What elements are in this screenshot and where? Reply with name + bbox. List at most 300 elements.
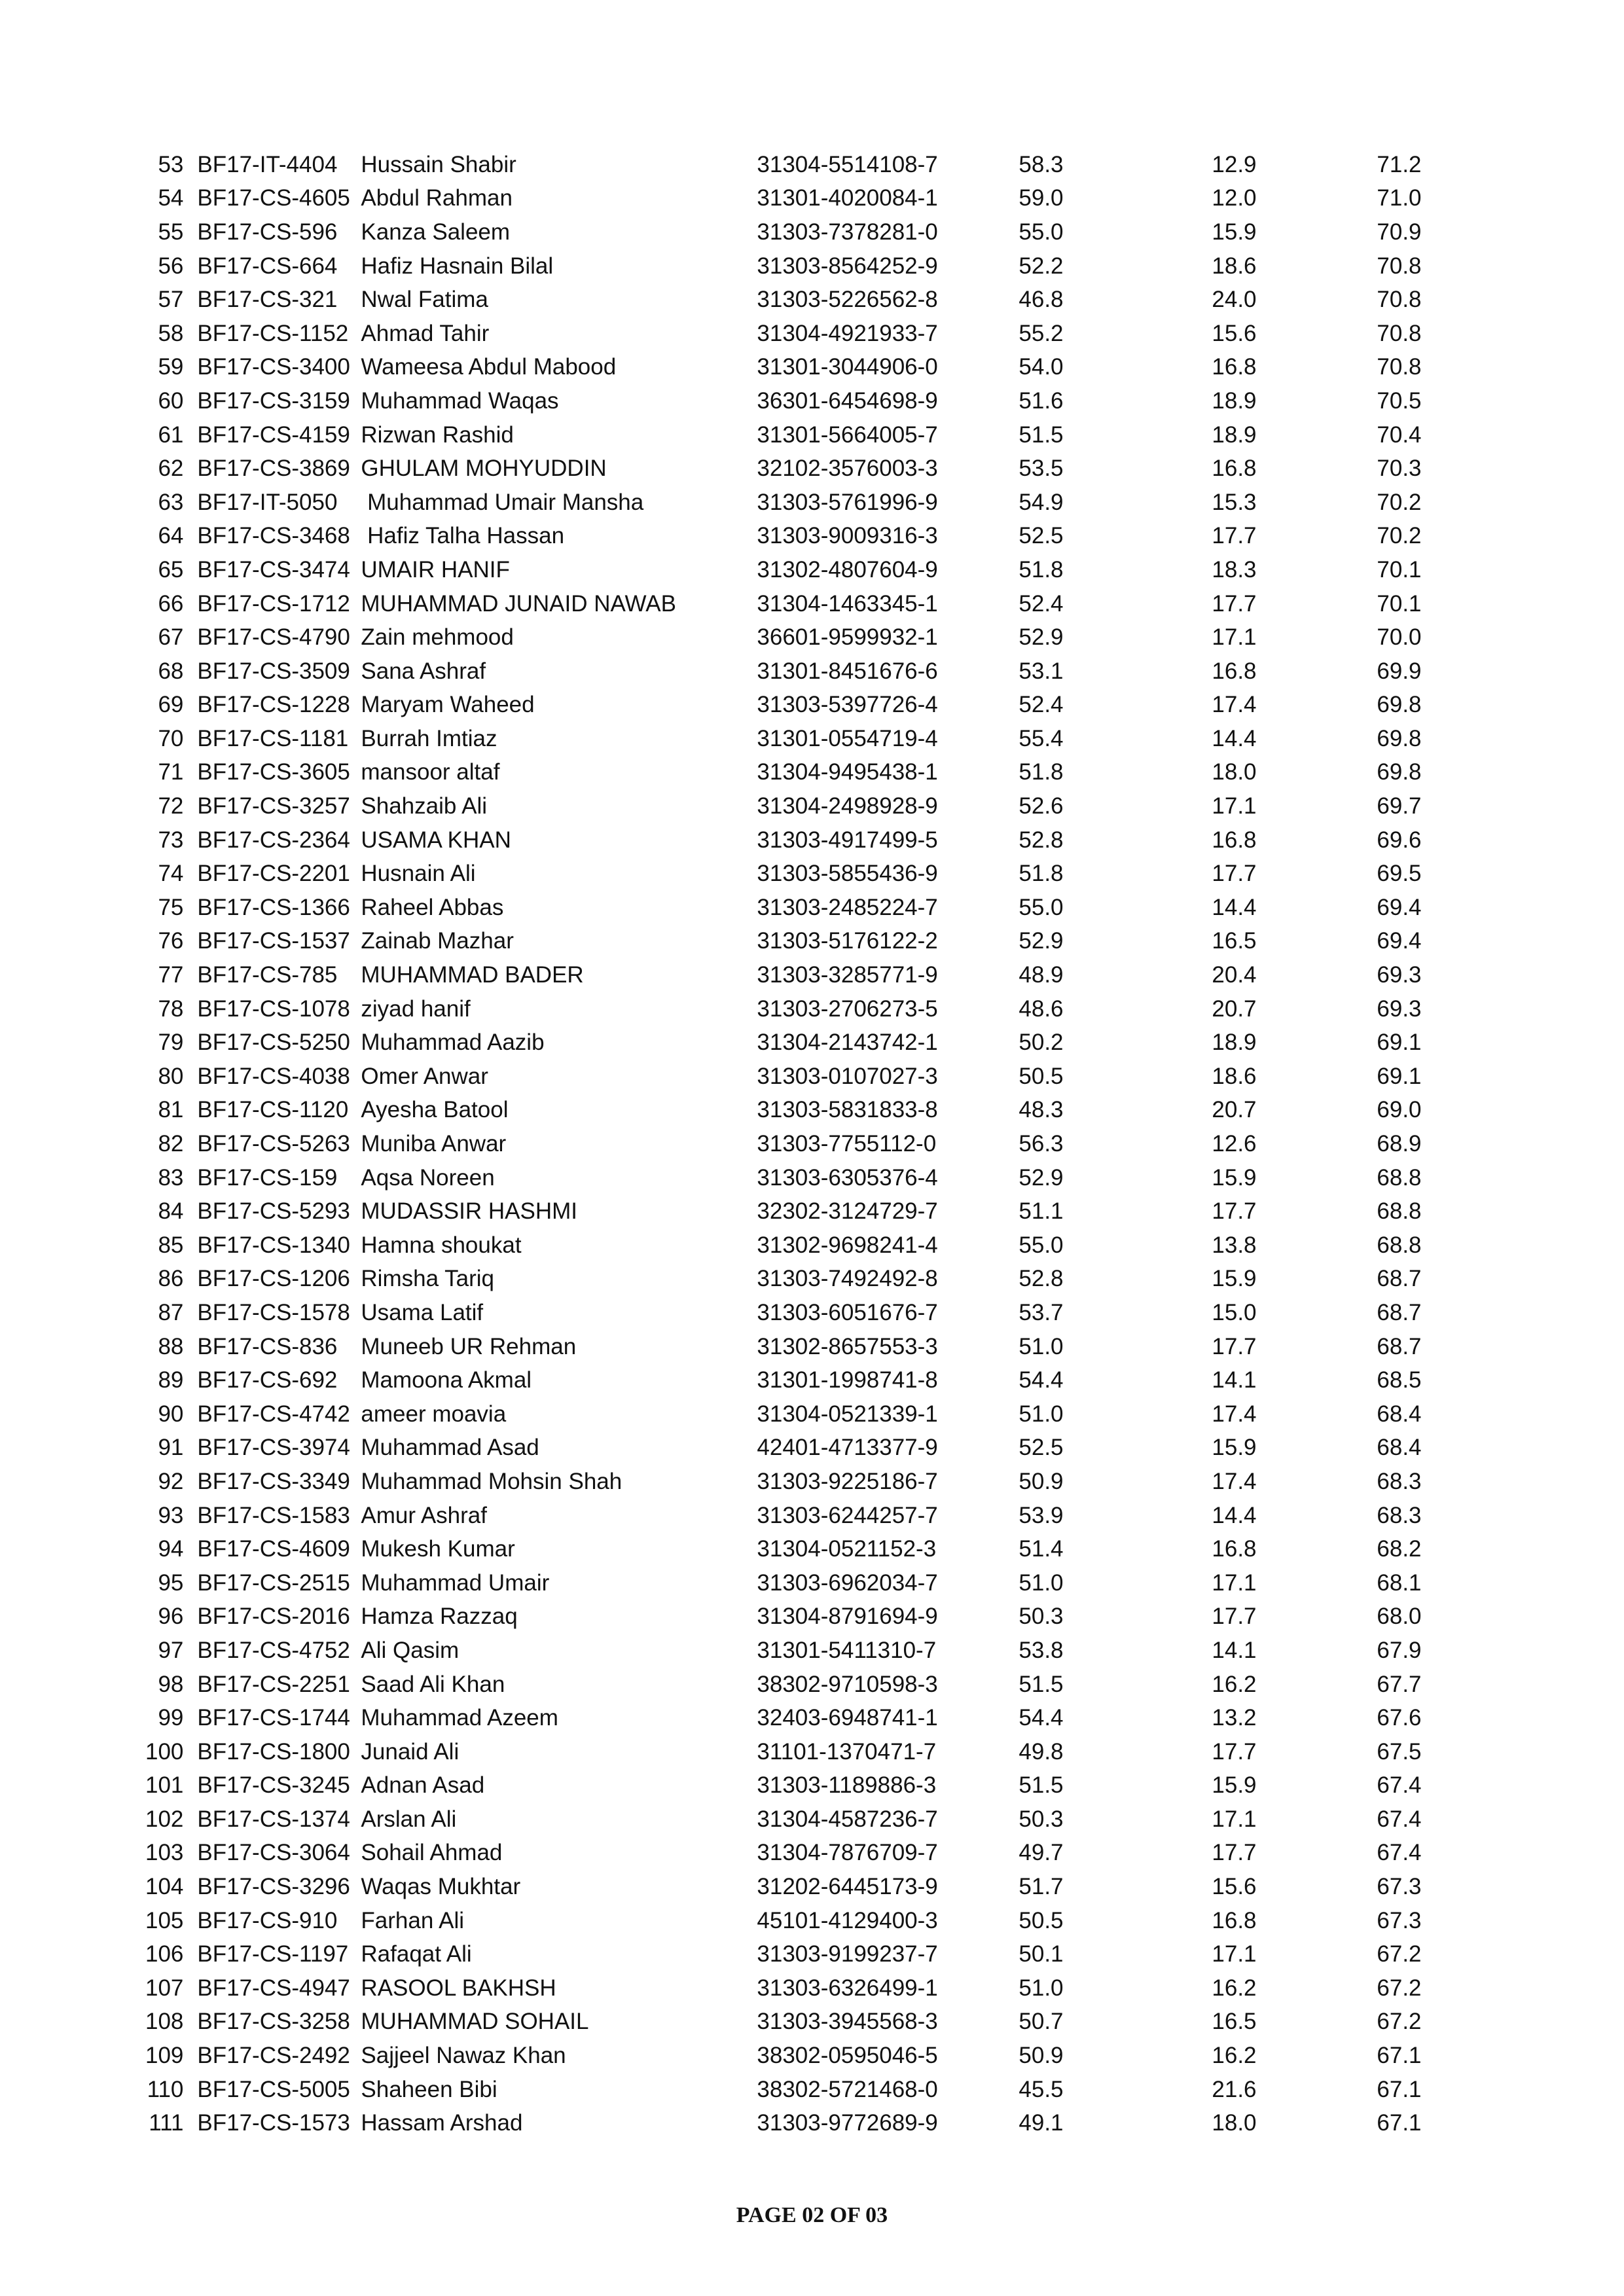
cnic-cell: 31302-4807604-9 [757, 556, 938, 583]
student-name-cell: MUDASSIR HASHMI [361, 1198, 577, 1225]
registration-number-cell: BF17-CS-3349 [197, 1468, 350, 1494]
serial-number-cell: 55 [158, 219, 184, 245]
student-name-cell: Hafiz Talha Hassan [361, 523, 565, 549]
total-marks-cell: 69.6 [1377, 827, 1422, 853]
total-marks-cell: 71.0 [1377, 185, 1422, 211]
registration-number-cell: BF17-CS-1120 [197, 1097, 349, 1123]
cnic-cell: 31303-5831833-8 [757, 1097, 938, 1123]
total-marks-cell: 69.8 [1377, 692, 1422, 718]
table-row [145, 1499, 1435, 1533]
table-row [145, 452, 1435, 486]
student-name-cell: UMAIR HANIF [361, 556, 510, 583]
marks-component-2-cell: 14.1 [1212, 1637, 1257, 1663]
serial-number-cell: 68 [158, 658, 184, 684]
serial-number-cell: 70 [158, 725, 184, 751]
student-name-cell: Wameesa Abdul Mabood [361, 354, 617, 380]
registration-number-cell: BF17-CS-4038 [197, 1063, 350, 1089]
serial-number-cell: 85 [158, 1232, 184, 1258]
marks-component-1-cell: 51.6 [1019, 387, 1064, 414]
total-marks-cell: 69.1 [1377, 1063, 1422, 1089]
total-marks-cell: 67.1 [1377, 2076, 1422, 2102]
total-marks-cell: 70.2 [1377, 489, 1422, 515]
cnic-cell: 31101-1370471-7 [757, 1738, 937, 1765]
marks-component-2-cell: 15.6 [1212, 320, 1257, 346]
table-row [145, 1600, 1435, 1634]
registration-number-cell: BF17-CS-1340 [197, 1232, 350, 1258]
registration-number-cell: BF17-CS-159 [197, 1164, 338, 1191]
marks-component-2-cell: 13.2 [1212, 1705, 1257, 1731]
total-marks-cell: 67.7 [1377, 1671, 1422, 1697]
registration-number-cell: BF17-CS-3974 [197, 1435, 350, 1461]
cnic-cell: 31304-0521152-3 [757, 1536, 937, 1562]
cnic-cell: 42401-4713377-9 [757, 1435, 938, 1461]
cnic-cell: 31303-5397726-4 [757, 692, 938, 718]
registration-number-cell: BF17-CS-664 [197, 253, 338, 279]
student-name-cell: Zainab Mazhar [361, 928, 514, 954]
total-marks-cell: 69.0 [1377, 1097, 1422, 1123]
total-marks-cell: 68.7 [1377, 1299, 1422, 1325]
cnic-cell: 31303-1189886-3 [757, 1772, 937, 1799]
serial-number-cell: 62 [158, 456, 184, 482]
table-row [145, 1837, 1435, 1871]
total-marks-cell: 68.4 [1377, 1435, 1422, 1461]
marks-component-1-cell: 50.3 [1019, 1806, 1064, 1832]
table-row [145, 1668, 1435, 1702]
registration-number-cell: BF17-CS-910 [197, 1907, 338, 1933]
registration-number-cell: BF17-CS-1374 [197, 1806, 350, 1832]
registration-number-cell: BF17-CS-1800 [197, 1738, 350, 1765]
marks-component-2-cell: 18.3 [1212, 556, 1257, 583]
table-row [145, 823, 1435, 857]
registration-number-cell: BF17-CS-785 [197, 962, 338, 988]
marks-component-1-cell: 52.8 [1019, 827, 1064, 853]
marks-component-1-cell: 52.2 [1019, 253, 1064, 279]
table-row [145, 857, 1435, 891]
registration-number-cell: BF17-CS-4752 [197, 1637, 350, 1663]
cnic-cell: 31303-3945568-3 [757, 2009, 938, 2035]
serial-number-cell: 99 [158, 1705, 184, 1731]
marks-component-2-cell: 16.2 [1212, 1671, 1257, 1697]
serial-number-cell: 91 [158, 1435, 184, 1461]
table-row [145, 1431, 1435, 1465]
cnic-cell: 31301-8451676-6 [757, 658, 938, 684]
table-row [145, 1330, 1435, 1364]
marks-component-1-cell: 55.0 [1019, 1232, 1064, 1258]
marks-component-1-cell: 53.1 [1019, 658, 1064, 684]
student-name-cell: MUHAMMAD SOHAIL [361, 2009, 589, 2035]
marks-component-2-cell: 20.4 [1212, 962, 1257, 988]
cnic-cell: 31304-7876709-7 [757, 1840, 938, 1866]
marks-component-1-cell: 49.7 [1019, 1840, 1064, 1866]
cnic-cell: 31301-5664005-7 [757, 422, 938, 448]
table-row [145, 1296, 1435, 1330]
cnic-cell: 31301-1998741-8 [757, 1367, 938, 1393]
marks-component-1-cell: 54.9 [1019, 489, 1064, 515]
student-name-cell: Muhammad Azeem [361, 1705, 558, 1731]
student-name-cell: Hafiz Hasnain Bilal [361, 253, 554, 279]
table-row [145, 553, 1435, 587]
student-name-cell: Husnain Ali [361, 861, 476, 887]
registration-number-cell: BF17-CS-1578 [197, 1299, 350, 1325]
cnic-cell: 38302-9710598-3 [757, 1671, 938, 1697]
serial-number-cell: 71 [158, 759, 184, 785]
marks-component-2-cell: 17.7 [1212, 861, 1257, 887]
student-name-cell: Hassam Arshad [361, 2110, 523, 2136]
marks-component-2-cell: 18.0 [1212, 759, 1257, 785]
registration-number-cell: BF17-CS-3245 [197, 1772, 350, 1799]
marks-component-2-cell: 18.9 [1212, 387, 1257, 414]
marks-component-1-cell: 51.7 [1019, 1874, 1064, 1900]
serial-number-cell: 95 [158, 1570, 184, 1596]
cnic-cell: 31303-2485224-7 [757, 894, 938, 920]
registration-number-cell: BF17-CS-2492 [197, 2043, 350, 2069]
total-marks-cell: 70.1 [1377, 556, 1422, 583]
marks-component-2-cell: 21.6 [1212, 2076, 1257, 2102]
marks-component-2-cell: 15.9 [1212, 1435, 1257, 1461]
marks-component-1-cell: 51.0 [1019, 1333, 1064, 1359]
registration-number-cell: BF17-CS-2251 [197, 1671, 350, 1697]
marks-component-1-cell: 51.0 [1019, 1401, 1064, 1427]
registration-number-cell: BF17-CS-1366 [197, 894, 350, 920]
total-marks-cell: 68.8 [1377, 1164, 1422, 1191]
total-marks-cell: 68.8 [1377, 1198, 1422, 1225]
marks-component-1-cell: 53.5 [1019, 456, 1064, 482]
marks-component-1-cell: 54.4 [1019, 1705, 1064, 1731]
table-row [145, 1363, 1435, 1397]
marks-component-1-cell: 52.9 [1019, 624, 1064, 651]
serial-number-cell: 105 [145, 1907, 184, 1933]
registration-number-cell: BF17-CS-1152 [197, 320, 349, 346]
serial-number-cell: 81 [158, 1097, 184, 1123]
registration-number-cell: BF17-CS-3605 [197, 759, 350, 785]
cnic-cell: 31303-4917499-5 [757, 827, 938, 853]
total-marks-cell: 69.3 [1377, 996, 1422, 1022]
cnic-cell: 31304-1463345-1 [757, 590, 938, 617]
student-name-cell: Ali Qasim [361, 1637, 460, 1663]
serial-number-cell: 106 [145, 1941, 184, 1967]
marks-component-1-cell: 50.1 [1019, 1941, 1064, 1967]
student-name-cell: Muniba Anwar [361, 1131, 507, 1157]
registration-number-cell: BF17-CS-3159 [197, 387, 350, 414]
cnic-cell: 31301-4020084-1 [757, 185, 938, 211]
marks-component-1-cell: 54.0 [1019, 354, 1064, 380]
marks-component-2-cell: 12.6 [1212, 1131, 1257, 1157]
marks-component-2-cell: 17.4 [1212, 1468, 1257, 1494]
marks-component-1-cell: 52.9 [1019, 1164, 1064, 1191]
marks-component-2-cell: 15.9 [1212, 1266, 1257, 1292]
marks-component-2-cell: 17.1 [1212, 1941, 1257, 1967]
total-marks-cell: 67.2 [1377, 1941, 1422, 1967]
registration-number-cell: BF17-CS-321 [197, 287, 338, 313]
student-name-cell: Burrah Imtiaz [361, 725, 497, 751]
registration-number-cell: BF17-CS-1583 [197, 1502, 350, 1528]
table-row [145, 925, 1435, 959]
marks-component-2-cell: 17.4 [1212, 1401, 1257, 1427]
cnic-cell: 31303-8564252-9 [757, 253, 938, 279]
cnic-cell: 31303-5176122-2 [757, 928, 938, 954]
student-name-cell: MUHAMMAD BADER [361, 962, 584, 988]
total-marks-cell: 67.6 [1377, 1705, 1422, 1731]
student-name-cell: RASOOL BAKHSH [361, 1975, 556, 2001]
student-name-cell: Nwal Fatima [361, 287, 488, 313]
marks-component-1-cell: 52.6 [1019, 793, 1064, 819]
table-row [145, 992, 1435, 1026]
student-name-cell: Adnan Asad [361, 1772, 485, 1799]
marks-component-1-cell: 52.4 [1019, 692, 1064, 718]
registration-number-cell: BF17-CS-1206 [197, 1266, 350, 1292]
student-name-cell: Hussain Shabir [361, 151, 516, 177]
marks-component-2-cell: 17.1 [1212, 1806, 1257, 1832]
registration-number-cell: BF17-CS-3468 [197, 523, 350, 549]
table-row [145, 1870, 1435, 1904]
registration-number-cell: BF17-CS-4609 [197, 1536, 350, 1562]
cnic-cell: 31304-2143742-1 [757, 1030, 938, 1056]
marks-component-2-cell: 16.8 [1212, 658, 1257, 684]
student-name-cell: mansoor altaf [361, 759, 500, 785]
serial-number-cell: 82 [158, 1131, 184, 1157]
table-row [145, 1026, 1435, 1060]
serial-number-cell: 78 [158, 996, 184, 1022]
registration-number-cell: BF17-CS-5263 [197, 1131, 350, 1157]
registration-number-cell: BF17-CS-3064 [197, 1840, 350, 1866]
table-row [145, 249, 1435, 283]
serial-number-cell: 53 [158, 151, 184, 177]
cnic-cell: 31303-5761996-9 [757, 489, 938, 515]
marks-component-2-cell: 17.7 [1212, 1198, 1257, 1225]
total-marks-cell: 67.3 [1377, 1874, 1422, 1900]
serial-number-cell: 111 [149, 2110, 184, 2136]
serial-number-cell: 75 [158, 894, 184, 920]
cnic-cell: 31301-3044906-0 [757, 354, 938, 380]
marks-component-2-cell: 16.2 [1212, 2043, 1257, 2069]
total-marks-cell: 67.3 [1377, 1907, 1422, 1933]
marks-component-1-cell: 51.5 [1019, 422, 1064, 448]
student-name-cell: Muhammad Umair Mansha [361, 489, 644, 515]
table-row [145, 756, 1435, 790]
cnic-cell: 31303-7378281-0 [757, 219, 938, 245]
table-row [145, 1060, 1435, 1094]
table-row [145, 1701, 1435, 1735]
serial-number-cell: 59 [158, 354, 184, 380]
cnic-cell: 31304-8791694-9 [757, 1604, 938, 1630]
registration-number-cell: BF17-CS-3257 [197, 793, 350, 819]
serial-number-cell: 86 [158, 1266, 184, 1292]
total-marks-cell: 70.8 [1377, 354, 1422, 380]
marks-component-1-cell: 55.4 [1019, 725, 1064, 751]
marks-component-1-cell: 50.9 [1019, 1468, 1064, 1494]
table-row [145, 1634, 1435, 1668]
serial-number-cell: 109 [145, 2043, 184, 2069]
student-name-cell: USAMA KHAN [361, 827, 511, 853]
marks-component-1-cell: 49.1 [1019, 2110, 1064, 2136]
merit-list-body [145, 148, 1435, 2140]
marks-component-2-cell: 16.8 [1212, 456, 1257, 482]
serial-number-cell: 54 [158, 185, 184, 211]
student-name-cell: Hamna shoukat [361, 1232, 522, 1258]
marks-component-2-cell: 18.0 [1212, 2110, 1257, 2136]
cnic-cell: 31304-0521339-1 [757, 1401, 938, 1427]
marks-component-1-cell: 51.1 [1019, 1198, 1064, 1225]
student-name-cell: Waqas Mukhtar [361, 1874, 521, 1900]
serial-number-cell: 83 [158, 1164, 184, 1191]
total-marks-cell: 67.9 [1377, 1637, 1422, 1663]
table-row [145, 1127, 1435, 1161]
student-name-cell: Sohail Ahmad [361, 1840, 503, 1866]
cnic-cell: 31303-6326499-1 [757, 1975, 938, 2001]
serial-number-cell: 100 [145, 1738, 184, 1765]
table-row [145, 520, 1435, 554]
marks-component-1-cell: 51.8 [1019, 556, 1064, 583]
total-marks-cell: 67.1 [1377, 2110, 1422, 2136]
cnic-cell: 31302-8657553-3 [757, 1333, 938, 1359]
serial-number-cell: 63 [158, 489, 184, 515]
table-row [145, 215, 1435, 249]
table-row [145, 2005, 1435, 2039]
registration-number-cell: BF17-CS-5005 [197, 2076, 350, 2102]
marks-component-1-cell: 54.4 [1019, 1367, 1064, 1393]
registration-number-cell: BF17-CS-1537 [197, 928, 350, 954]
serial-number-cell: 57 [158, 287, 184, 313]
total-marks-cell: 70.4 [1377, 422, 1422, 448]
cnic-cell: 31304-4921933-7 [757, 320, 938, 346]
student-name-cell: Mukesh Kumar [361, 1536, 515, 1562]
marks-component-1-cell: 58.3 [1019, 151, 1064, 177]
marks-component-2-cell: 17.7 [1212, 1840, 1257, 1866]
marks-component-1-cell: 55.0 [1019, 219, 1064, 245]
cnic-cell: 38302-5721468-0 [757, 2076, 938, 2102]
table-row [145, 722, 1435, 756]
total-marks-cell: 70.8 [1377, 320, 1422, 346]
registration-number-cell: BF17-CS-596 [197, 219, 338, 245]
marks-component-2-cell: 17.1 [1212, 793, 1257, 819]
cnic-cell: 31304-4587236-7 [757, 1806, 938, 1832]
cnic-cell: 36601-9599932-1 [757, 624, 938, 651]
serial-number-cell: 93 [158, 1502, 184, 1528]
marks-component-2-cell: 17.4 [1212, 692, 1257, 718]
student-name-cell: Rimsha Tariq [361, 1266, 494, 1292]
total-marks-cell: 69.1 [1377, 1030, 1422, 1056]
table-row [145, 384, 1435, 418]
student-name-cell: Hamza Razzaq [361, 1604, 518, 1630]
serial-number-cell: 102 [145, 1806, 184, 1832]
marks-component-1-cell: 50.5 [1019, 1063, 1064, 1089]
table-row [145, 1161, 1435, 1195]
student-name-cell: Mamoona Akmal [361, 1367, 532, 1393]
cnic-cell: 31303-5855436-9 [757, 861, 938, 887]
marks-component-1-cell: 48.6 [1019, 996, 1064, 1022]
registration-number-cell: BF17-CS-5293 [197, 1198, 350, 1225]
registration-number-cell: BF17-CS-4742 [197, 1401, 350, 1427]
serial-number-cell: 72 [158, 793, 184, 819]
serial-number-cell: 76 [158, 928, 184, 954]
table-row [145, 1769, 1435, 1803]
marks-component-1-cell: 50.2 [1019, 1030, 1064, 1056]
table-row [145, 2039, 1435, 2073]
student-name-cell: Usama Latif [361, 1299, 484, 1325]
serial-number-cell: 96 [158, 1604, 184, 1630]
serial-number-cell: 110 [147, 2076, 184, 2102]
table-row [145, 1465, 1435, 1499]
student-name-cell: Omer Anwar [361, 1063, 488, 1089]
serial-number-cell: 69 [158, 692, 184, 718]
marks-component-2-cell: 17.7 [1212, 1738, 1257, 1765]
registration-number-cell: BF17-CS-2515 [197, 1570, 350, 1596]
cnic-cell: 31303-9772689-9 [757, 2110, 938, 2136]
table-row [145, 351, 1435, 385]
student-name-cell: GHULAM MOHYUDDIN [361, 456, 607, 482]
cnic-cell: 31304-2498928-9 [757, 793, 938, 819]
serial-number-cell: 73 [158, 827, 184, 853]
serial-number-cell: 74 [158, 861, 184, 887]
serial-number-cell: 80 [158, 1063, 184, 1089]
marks-component-2-cell: 15.6 [1212, 1874, 1257, 1900]
cnic-cell: 31303-3285771-9 [757, 962, 938, 988]
table-row [145, 689, 1435, 723]
total-marks-cell: 70.5 [1377, 387, 1422, 414]
marks-component-1-cell: 51.5 [1019, 1772, 1064, 1799]
student-name-cell: Ahmad Tahir [361, 320, 490, 346]
marks-component-1-cell: 51.4 [1019, 1536, 1064, 1562]
student-name-cell: Muhammad Umair [361, 1570, 550, 1596]
table-row [145, 789, 1435, 823]
registration-number-cell: BF17-IT-5050 [197, 489, 338, 515]
student-name-cell: Abdul Rahman [361, 185, 513, 211]
total-marks-cell: 69.7 [1377, 793, 1422, 819]
student-name-cell: Sajjeel Nawaz Khan [361, 2043, 566, 2069]
cnic-cell: 31301-5411310-7 [757, 1637, 937, 1663]
registration-number-cell: BF17-CS-3869 [197, 456, 350, 482]
table-row [145, 283, 1435, 317]
marks-component-1-cell: 52.5 [1019, 523, 1064, 549]
student-name-cell: Amur Ashraf [361, 1502, 487, 1528]
marks-component-1-cell: 49.8 [1019, 1738, 1064, 1765]
marks-component-2-cell: 16.8 [1212, 1907, 1257, 1933]
serial-number-cell: 98 [158, 1671, 184, 1697]
marks-component-2-cell: 20.7 [1212, 1097, 1257, 1123]
cnic-cell: 31303-9009316-3 [757, 523, 938, 549]
marks-component-2-cell: 17.7 [1212, 1604, 1257, 1630]
cnic-cell: 31303-7755112-0 [757, 1131, 937, 1157]
table-row [145, 1937, 1435, 1971]
registration-number-cell: BF17-CS-2364 [197, 827, 350, 853]
marks-component-2-cell: 17.7 [1212, 1333, 1257, 1359]
cnic-cell: 31304-5514108-7 [757, 151, 938, 177]
cnic-cell: 31303-0107027-3 [757, 1063, 938, 1089]
cnic-cell: 31303-5226562-8 [757, 287, 938, 313]
cnic-cell: 36301-6454698-9 [757, 387, 938, 414]
registration-number-cell: BF17-CS-2016 [197, 1604, 350, 1630]
marks-component-2-cell: 12.0 [1212, 185, 1257, 211]
student-name-cell: Rizwan Rashid [361, 422, 514, 448]
serial-number-cell: 77 [158, 962, 184, 988]
total-marks-cell: 69.9 [1377, 658, 1422, 684]
marks-component-2-cell: 17.1 [1212, 624, 1257, 651]
registration-number-cell: BF17-CS-1197 [197, 1941, 349, 1967]
table-row [145, 1566, 1435, 1600]
table-row [145, 418, 1435, 452]
student-name-cell: Muhammad Waqas [361, 387, 559, 414]
serial-number-cell: 101 [145, 1772, 184, 1799]
registration-number-cell: BF17-IT-4404 [197, 151, 338, 177]
marks-component-1-cell: 46.8 [1019, 287, 1064, 313]
student-name-cell: Sana Ashraf [361, 658, 486, 684]
cnic-cell: 45101-4129400-3 [757, 1907, 938, 1933]
registration-number-cell: BF17-CS-3258 [197, 2009, 350, 2035]
marks-component-1-cell: 50.3 [1019, 1604, 1064, 1630]
cnic-cell: 31303-6305376-4 [757, 1164, 938, 1191]
total-marks-cell: 69.4 [1377, 928, 1422, 954]
serial-number-cell: 94 [158, 1536, 184, 1562]
